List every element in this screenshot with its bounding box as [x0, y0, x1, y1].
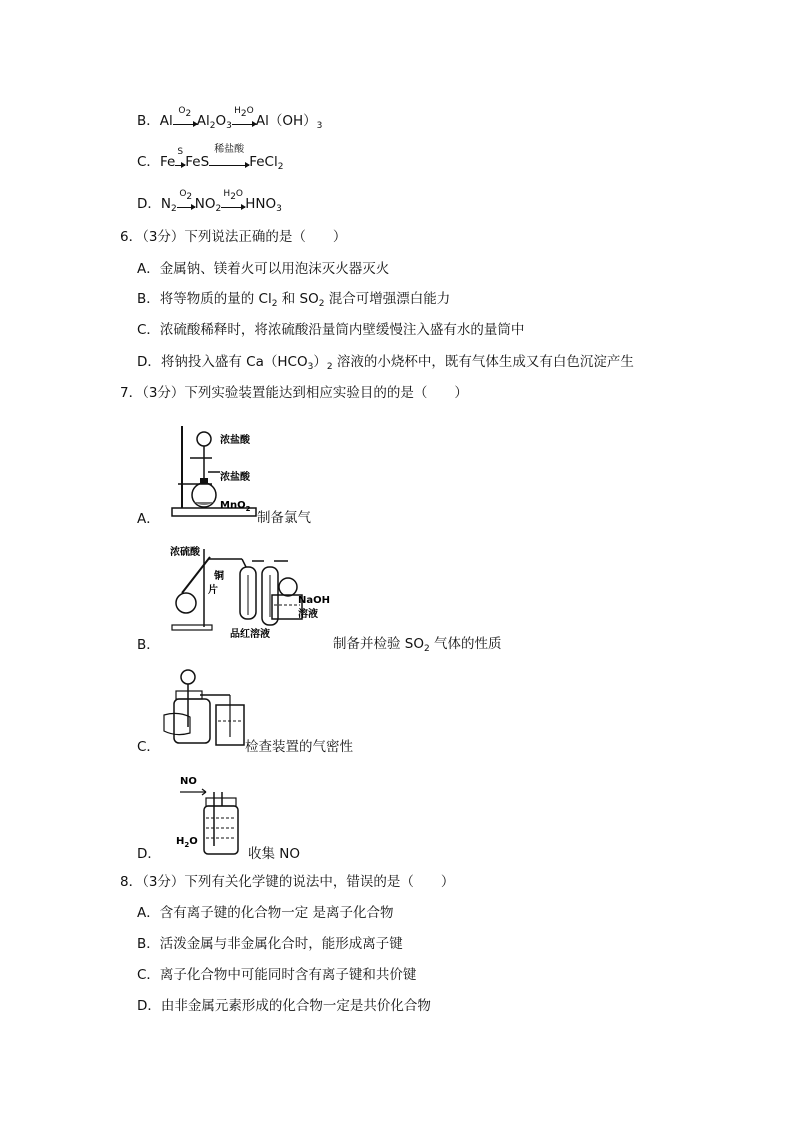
reaction-arrow: O2 [173, 111, 197, 127]
q5-option-c[interactable]: C．Fe S FeS 稀盐酸 FeCl$_2$ [137, 144, 284, 172]
svg-text:浓硫酸: 浓硫酸 [170, 547, 200, 558]
q7-option-c-letter[interactable]: C． [137, 739, 160, 755]
reaction-arrow: O2 [177, 194, 195, 210]
q7-option-a-caption: 制备氯气 [257, 510, 311, 526]
reaction-arrow: H2O [232, 111, 256, 127]
q6-option-b[interactable]: B．将等物质的量的 $Cl_2$ 和 $SO_2$ 混合可增强漂白能力 [137, 291, 451, 309]
q7-option-b-letter[interactable]: B． [137, 637, 160, 653]
q6-stem: 6．（3分）下列说法正确的是（ ） [120, 229, 347, 245]
reaction-arrow: 稀盐酸 [209, 152, 249, 168]
q8-option-b[interactable]: B．活泼金属与非金属化合时，能形成离子键 [137, 936, 403, 952]
svg-text:浓盐酸: 浓盐酸 [220, 472, 250, 483]
q7-stem: 7．（3分）下列实验装置能达到相应实验目的的是（ ） [120, 385, 468, 401]
so2-apparatus-figure [168, 545, 334, 651]
reaction-arrow: S [175, 152, 185, 168]
q8-option-c[interactable]: C．离子化合物中可能同时含有离子键和共价键 [137, 967, 417, 983]
q6-option-a[interactable]: A．金属钠、镁着火可以用泡沫灭火器灭火 [137, 261, 390, 277]
q7-option-d-letter[interactable]: D． [137, 846, 161, 862]
q7-option-c-caption: 检查装置的气密性 [245, 739, 353, 755]
q5-option-d[interactable]: D．$N_2$ O2 $NO_2$ H2O $HNO_3$ [137, 189, 282, 214]
q6-option-d[interactable]: D．将钠投入盛有 $Ca(HCO_3)_2$ 溶液的小烧杯中，既有气体生成又有白色沉淀产生 [137, 354, 634, 372]
q8-option-d[interactable]: D．由非金属元素形成的化合物一定是共价化合物 [137, 998, 431, 1014]
q7-option-b-caption: 制备并检验 $SO_2$ 气体的性质 [333, 636, 502, 654]
q8-option-a[interactable]: A．含有离子键的化合物一定 是离子化合物 [137, 905, 394, 921]
no-collection-figure [176, 772, 252, 860]
svg-text:H2O: $H_2O$ [176, 836, 198, 849]
q7-option-d-caption: 收集 NO [248, 846, 301, 862]
airtightness-apparatus-figure [160, 667, 250, 751]
q6-option-c[interactable]: C．浓硫酸稀释时，将浓硫酸沿量筒内壁缓慢注入盛有水的量筒中 [137, 322, 525, 338]
chlorine-apparatus-figure [168, 422, 264, 522]
q5-option-b[interactable]: B．Al O2 $Al_2O_3$ H2O $Al(OH)_3$ [137, 106, 323, 131]
svg-text:NO: NO [180, 776, 197, 787]
svg-text:MnO2: MnO$_2$ [220, 500, 251, 513]
svg-text:品红溶液: 品红溶液 [230, 629, 270, 640]
svg-text:铜: 铜 [214, 571, 224, 582]
reaction-arrow: H2O [221, 194, 245, 210]
svg-text:NaOH: NaOH [298, 595, 330, 606]
svg-text:浓盐酸: 浓盐酸 [220, 435, 250, 446]
svg-text:溶液: 溶液 [298, 609, 318, 620]
q7-option-a-letter[interactable]: A． [137, 511, 160, 527]
q8-stem: 8．（3分）下列有关化学键的说法中，错误的是（ ） [120, 874, 455, 890]
svg-text:片: 片 [208, 585, 218, 596]
